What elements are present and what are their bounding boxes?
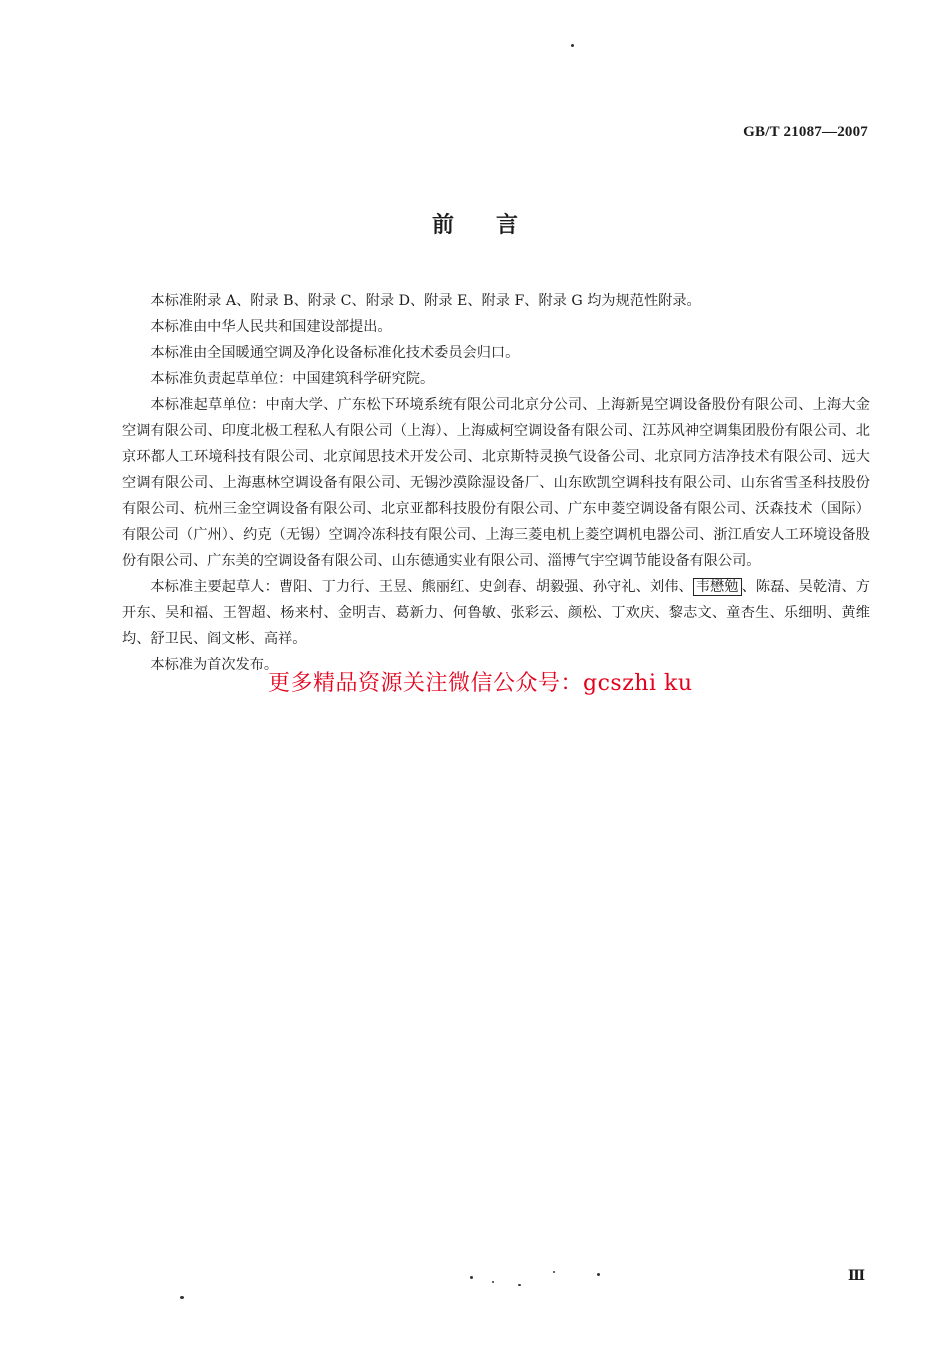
- paragraph-proposer: 本标准由中华人民共和国建设部提出。: [150, 319, 392, 335]
- paragraph-first-issue: 本标准为首次发布。: [150, 657, 279, 673]
- scan-speck: [571, 44, 574, 47]
- scan-speck: [470, 1276, 473, 1279]
- watermark-text: 更多精品资源关注微信公众号：gcszhi ku: [268, 671, 693, 696]
- page-title: 前言: [431, 213, 560, 238]
- foreword-body: [122, 288, 870, 678]
- scan-speck: [518, 1284, 521, 1286]
- paragraph-drafters: [122, 574, 870, 652]
- page-number: Ⅲ: [848, 1269, 866, 1284]
- scan-speck: [180, 1296, 184, 1299]
- scan-speck: [553, 1271, 555, 1273]
- paragraph-drafting-units: 本标准起草单位：中南大学、广东松下环境系统有限公司北京分公司、上海新晃空调设备股份有限公司、上海大金空调有限公司、印度北极工程私人有限公司（上海）、上海威柯空调设备有限公司、江苏风神空调集团股份有限公司、北京环都人工环境科技有限公司、北京闻思技术开发公司、北京斯特灵换气设备公司、北京同方洁净技术有限公司、远大空调有限公司、上海惠林空调设备有限公司、无锡沙漠除湿设备厂、山东欧凯空调科技有限公司、山东省雪圣科技股份有限公司、杭州三金空调设备有限公司、北京亚都科技股份有限公司、广东申菱空调设备有限公司、沃森技术（国际）有限公司（广州）、约克（无锡）空调冷冻科技有限公司、上海三菱电机上菱空调机电器公司、浙江盾安人工环境设备股份有限公司、广东美的空调设备有限公司、山东德通实业有限公司、淄博气宇空调节能设备有限公司。: [122, 397, 870, 569]
- scan-speck: [597, 1273, 600, 1276]
- standard-code: GB/T 21087—2007: [743, 124, 868, 140]
- paragraph-annexes: 本标准附录 A、附录 B、附录 C、附录 D、附录 E、附录 F、附录 G 均为规范性附录。: [150, 293, 701, 309]
- paragraph-lead-drafter: 本标准负责起草单位：中国建筑科学研究院。: [150, 371, 435, 387]
- drafters-before: 本标准主要起草人：曹阳、丁力行、王昱、熊丽红、史剑春、胡毅强、孙守礼、刘伟、: [150, 579, 693, 595]
- paragraph-custodian: 本标准由全国暖通空调及净化设备标准化技术委员会归口。: [150, 345, 520, 361]
- drafters-after: 、陈磊、吴乾清、方开东、吴和福、王智超、杨来村、金明吉、葛新力、何鲁敏、张彩云、颜松、丁欢庆、黎志文、童杏生、乐细明、黄维均、舒卫民、阎文彬、高祥。: [122, 579, 870, 647]
- scan-speck: [492, 1281, 494, 1283]
- boxed-name: 韦懋勉: [693, 578, 742, 596]
